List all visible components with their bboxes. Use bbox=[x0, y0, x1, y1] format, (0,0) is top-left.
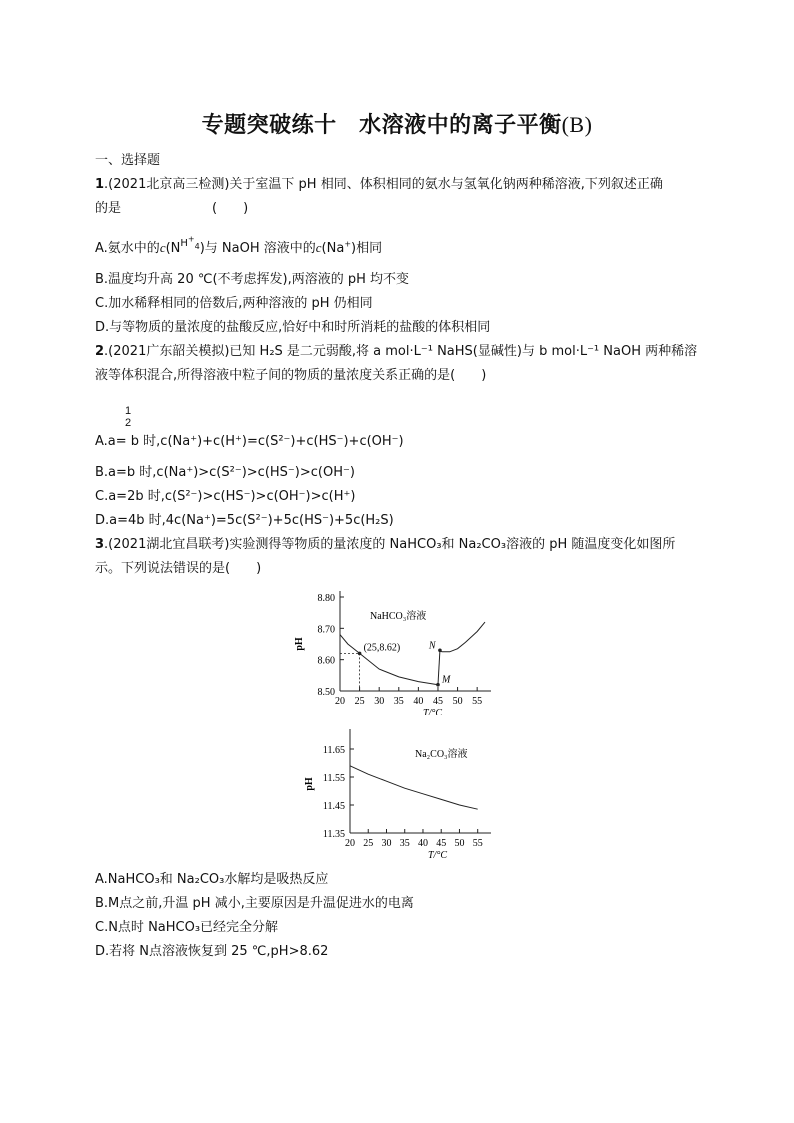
q2-stem-text: .(2021广东韶关模拟)已知 H₂S 是二元弱酸,将 a mol·L⁻¹ NaHS(显碱性)与 b mol·L⁻¹ NaOH 两种稀溶 bbox=[104, 344, 698, 359]
q1-option-b: B.温度均升高 20 ℃(不考虑挥发),两溶液的 pH 均不变 bbox=[95, 272, 410, 287]
q1-option-a-mid: 与 NaOH 溶液中的 bbox=[204, 241, 316, 256]
q2-stem-line2: 液等体积混合,所得溶液中粒子间的物质的量浓度关系正确的是( ) bbox=[95, 368, 487, 383]
q2-option-d: D.a=4b 时,4c(Na⁺)=5c(S²⁻)+5c(HS⁻)+5c(H₂S) bbox=[95, 513, 394, 528]
x-tick-label: 40 bbox=[413, 696, 424, 707]
x-tick-label: 35 bbox=[393, 696, 404, 707]
q2-option-b: B.a=b 时,c(Na⁺)>c(S²⁻)>c(HS⁻)>c(OH⁻) bbox=[95, 465, 355, 480]
point-n bbox=[438, 648, 442, 652]
x-axis-label: T/°C bbox=[427, 850, 448, 860]
q3-option-c: C.N点时 NaHCO₃已经完全分解 bbox=[95, 920, 279, 935]
y-tick-label: 8.60 bbox=[317, 655, 335, 667]
x-axis-label: T/°C bbox=[422, 708, 443, 715]
page-title bbox=[0, 108, 794, 139]
x-tick-label: 25 bbox=[363, 838, 374, 849]
title-suffix: (B) bbox=[561, 112, 593, 137]
q2-stem-line1 bbox=[95, 340, 697, 359]
y-tick-label: 11.35 bbox=[322, 829, 345, 840]
q3-stem-line2: 示。下列说法错误的是( ) bbox=[95, 561, 262, 576]
series-line-1 bbox=[440, 622, 485, 652]
x-tick-label: 20 bbox=[345, 838, 355, 849]
point-25-862 bbox=[358, 652, 362, 656]
q1-option-c: C.加水稀释相同的倍数后,两种溶液的 pH 仍相同 bbox=[95, 296, 373, 311]
y-tick-label: 11.45 bbox=[322, 801, 345, 812]
x-tick-label: 30 bbox=[374, 696, 385, 707]
q3-option-d: D.若将 N点溶液恢复到 25 ℃,pH>8.62 bbox=[95, 944, 329, 959]
x-tick-label: 20 bbox=[335, 696, 345, 707]
y-tick-label: 11.55 bbox=[322, 773, 345, 784]
x-tick-label: 45 bbox=[432, 696, 443, 707]
y-tick-label: 8.80 bbox=[317, 593, 335, 604]
na2co3-ph-chart bbox=[0, 720, 794, 860]
q2-fraction-numerator: 1 bbox=[125, 405, 132, 417]
q1-option-a: A.氨水中的$c(N^{H^+_4})$与 NaOH 溶液中的c(Na+)相同 bbox=[95, 234, 383, 256]
q1-option-a-pre: A.氨水中的 bbox=[95, 241, 160, 256]
annotation-point: (25,8.62) bbox=[363, 642, 401, 654]
x-tick-label: 50 bbox=[452, 696, 463, 707]
chart-title: Na₂CO₃溶液 bbox=[415, 749, 468, 760]
chart-title: NaHCO₃溶液 bbox=[370, 611, 427, 622]
x-tick-label: 55 bbox=[472, 838, 483, 849]
q3-stem-line1 bbox=[95, 533, 675, 552]
q3-option-a: A.NaHCO₃和 Na₂CO₃水解均是吸热反应 bbox=[95, 872, 329, 887]
q1-stem-text: .(2021北京高三检测)关于室温下 pH 相同、体积相同的氨水与氢氧化钠两种稀溶液,下列叙述正确 bbox=[104, 177, 663, 192]
x-tick-label: 25 bbox=[354, 696, 365, 707]
q3-stem-text: .(2021湖北宜昌联考)实验测得等物质的量浓度的 NaHCO₃和 Na₂CO₃溶液的 pH 随温度变化如图所 bbox=[104, 537, 676, 552]
jump-line bbox=[438, 650, 440, 684]
point-m bbox=[436, 683, 440, 687]
q2-option-a: A.a= b 时,c(Na⁺)+c(H⁺)=c(S²⁻)+c(HS⁻)+c(OH⁻) bbox=[95, 434, 404, 449]
q1-option-d: D.与等物质的量浓度的盐酸反应,恰好中和时所消耗的盐酸的体积相同 bbox=[95, 320, 491, 335]
annotation-m: M bbox=[441, 674, 451, 686]
q1-stem-line2: 的是 ( ) bbox=[95, 201, 249, 216]
y-axis-label: pH bbox=[294, 637, 305, 651]
series-line-0 bbox=[350, 766, 478, 809]
annotation-n: N bbox=[428, 640, 436, 652]
q3-option-b: B.M点之前,升温 pH 减小,主要原因是升温促进水的电离 bbox=[95, 896, 414, 911]
section-heading: 一、选择题 bbox=[95, 153, 161, 168]
title-main: 专题突破练十 水溶液中的离子平衡 bbox=[201, 113, 562, 138]
q2-number: 2 bbox=[95, 344, 105, 359]
x-tick-label: 50 bbox=[454, 838, 465, 849]
y-tick-label: 8.50 bbox=[317, 687, 335, 698]
x-tick-label: 40 bbox=[417, 838, 428, 849]
x-tick-label: 55 bbox=[472, 696, 483, 707]
q2-option-c: C.a=2b 时,c(S²⁻)>c(HS⁻)>c(OH⁻)>c(H⁺) bbox=[95, 489, 356, 504]
q2-fraction-denominator: 2 bbox=[125, 417, 132, 429]
nahco3-ph-chart bbox=[0, 585, 794, 715]
y-tick-label: 11.65 bbox=[322, 745, 345, 756]
x-tick-label: 35 bbox=[399, 838, 410, 849]
q1-stem-line1 bbox=[95, 173, 663, 192]
q1-option-a-post: 相同 bbox=[356, 241, 383, 256]
y-axis-label: pH bbox=[304, 777, 315, 791]
q3-number: 3 bbox=[95, 537, 105, 552]
y-tick-label: 8.70 bbox=[317, 624, 335, 636]
x-tick-label: 30 bbox=[381, 838, 392, 849]
x-tick-label: 45 bbox=[436, 838, 447, 849]
q1-number: 1 bbox=[95, 177, 105, 192]
